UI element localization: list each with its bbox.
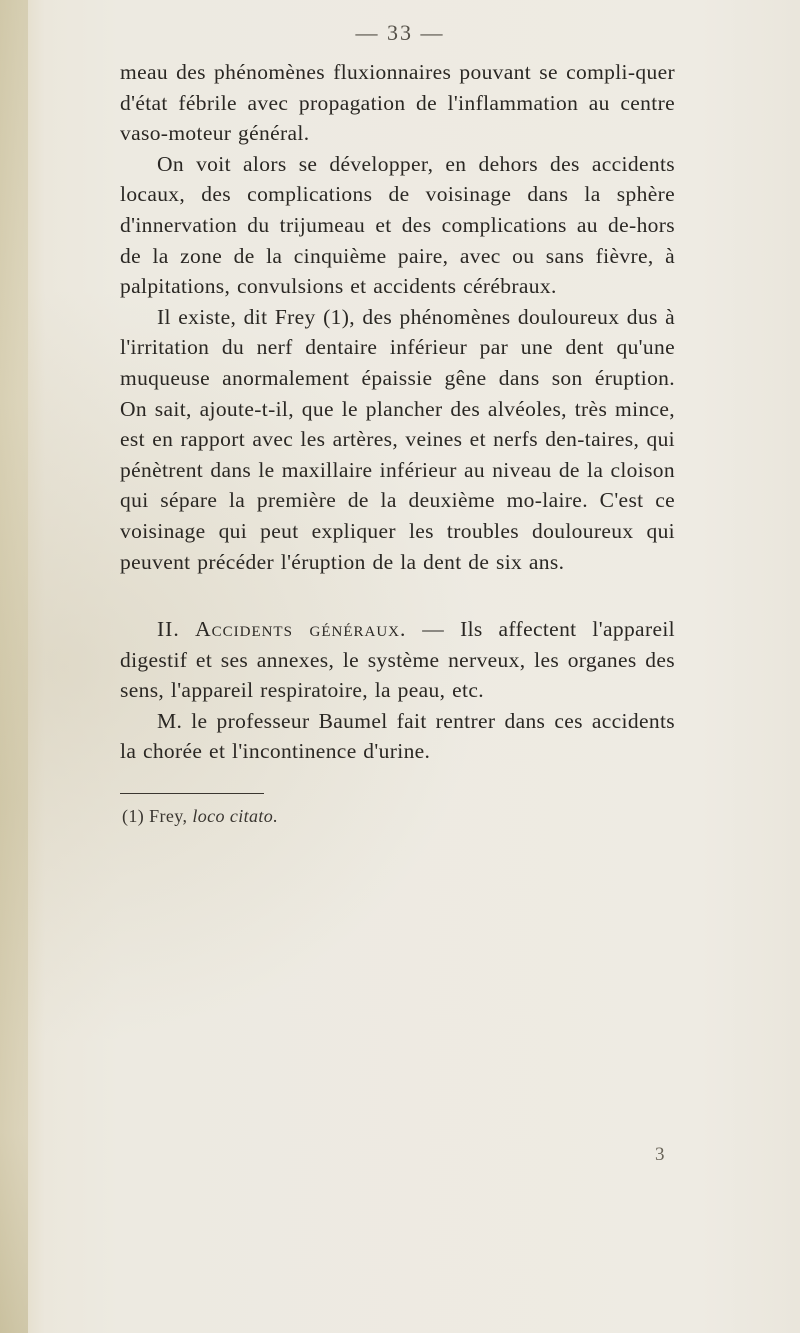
footnote-marker: (1) Frey, — [122, 806, 193, 826]
section-gap — [120, 577, 675, 614]
section-heading: II. Accidents généraux. — [157, 617, 407, 642]
section-accidents-generaux — [120, 614, 675, 706]
page-number: — 33 — — [355, 20, 445, 45]
paragraph-complications: On voit alors se développer, en dehors des accidents locaux, des complications de voisinage dans la sphère d'innervation du trijumeau et des complications au de-hors de la zone de la cinquième paire, avec ou sans fièvre, à palpitations, convulsions et accidents cérébraux. — [120, 151, 675, 299]
paragraph-baumel: M. le professeur Baumel fait rentrer dans ces accidents la chorée et l'incontinence d'urine. — [120, 708, 675, 764]
paragraph-continuation: meau des phénomènes fluxionnaires pouvant se compli-quer d'état fébrile avec propagation de l'inflammation au centre vaso-moteur général. — [120, 60, 675, 146]
signature-mark: 3 — [655, 1144, 665, 1165]
footnote-citation: loco citato. — [192, 806, 279, 826]
page-edge-stain — [0, 0, 28, 1333]
footnote — [122, 806, 278, 827]
paragraph-frey: Il existe, dit Frey (1), des phénomènes douloureux dus à l'irritation du nerf dentaire inférieur par une dent qu'une muqueuse anormalement épaissie gêne dans son éruption. On sait, ajoute-t-il, que le plancher des alvéoles, très mince, est en rapport avec les artères, veines et nerfs den-taires, qui pénètrent dans le maxillaire inférieur au niveau de la cloison qui sépare la première de la deuxième mo-laire. C'est ce voisinage qui peut expliquer les troubles douloureux qui peuvent précéder l'éruption de la dent de six ans. — [120, 304, 675, 574]
body-text — [120, 57, 675, 767]
section-text: — Ils affectent l'appareil digestif et ses annexes, le système nerveux, les organes des sens, l'appareil respiratoire, la peau, etc. — [120, 617, 675, 703]
footnote-rule — [120, 793, 264, 794]
